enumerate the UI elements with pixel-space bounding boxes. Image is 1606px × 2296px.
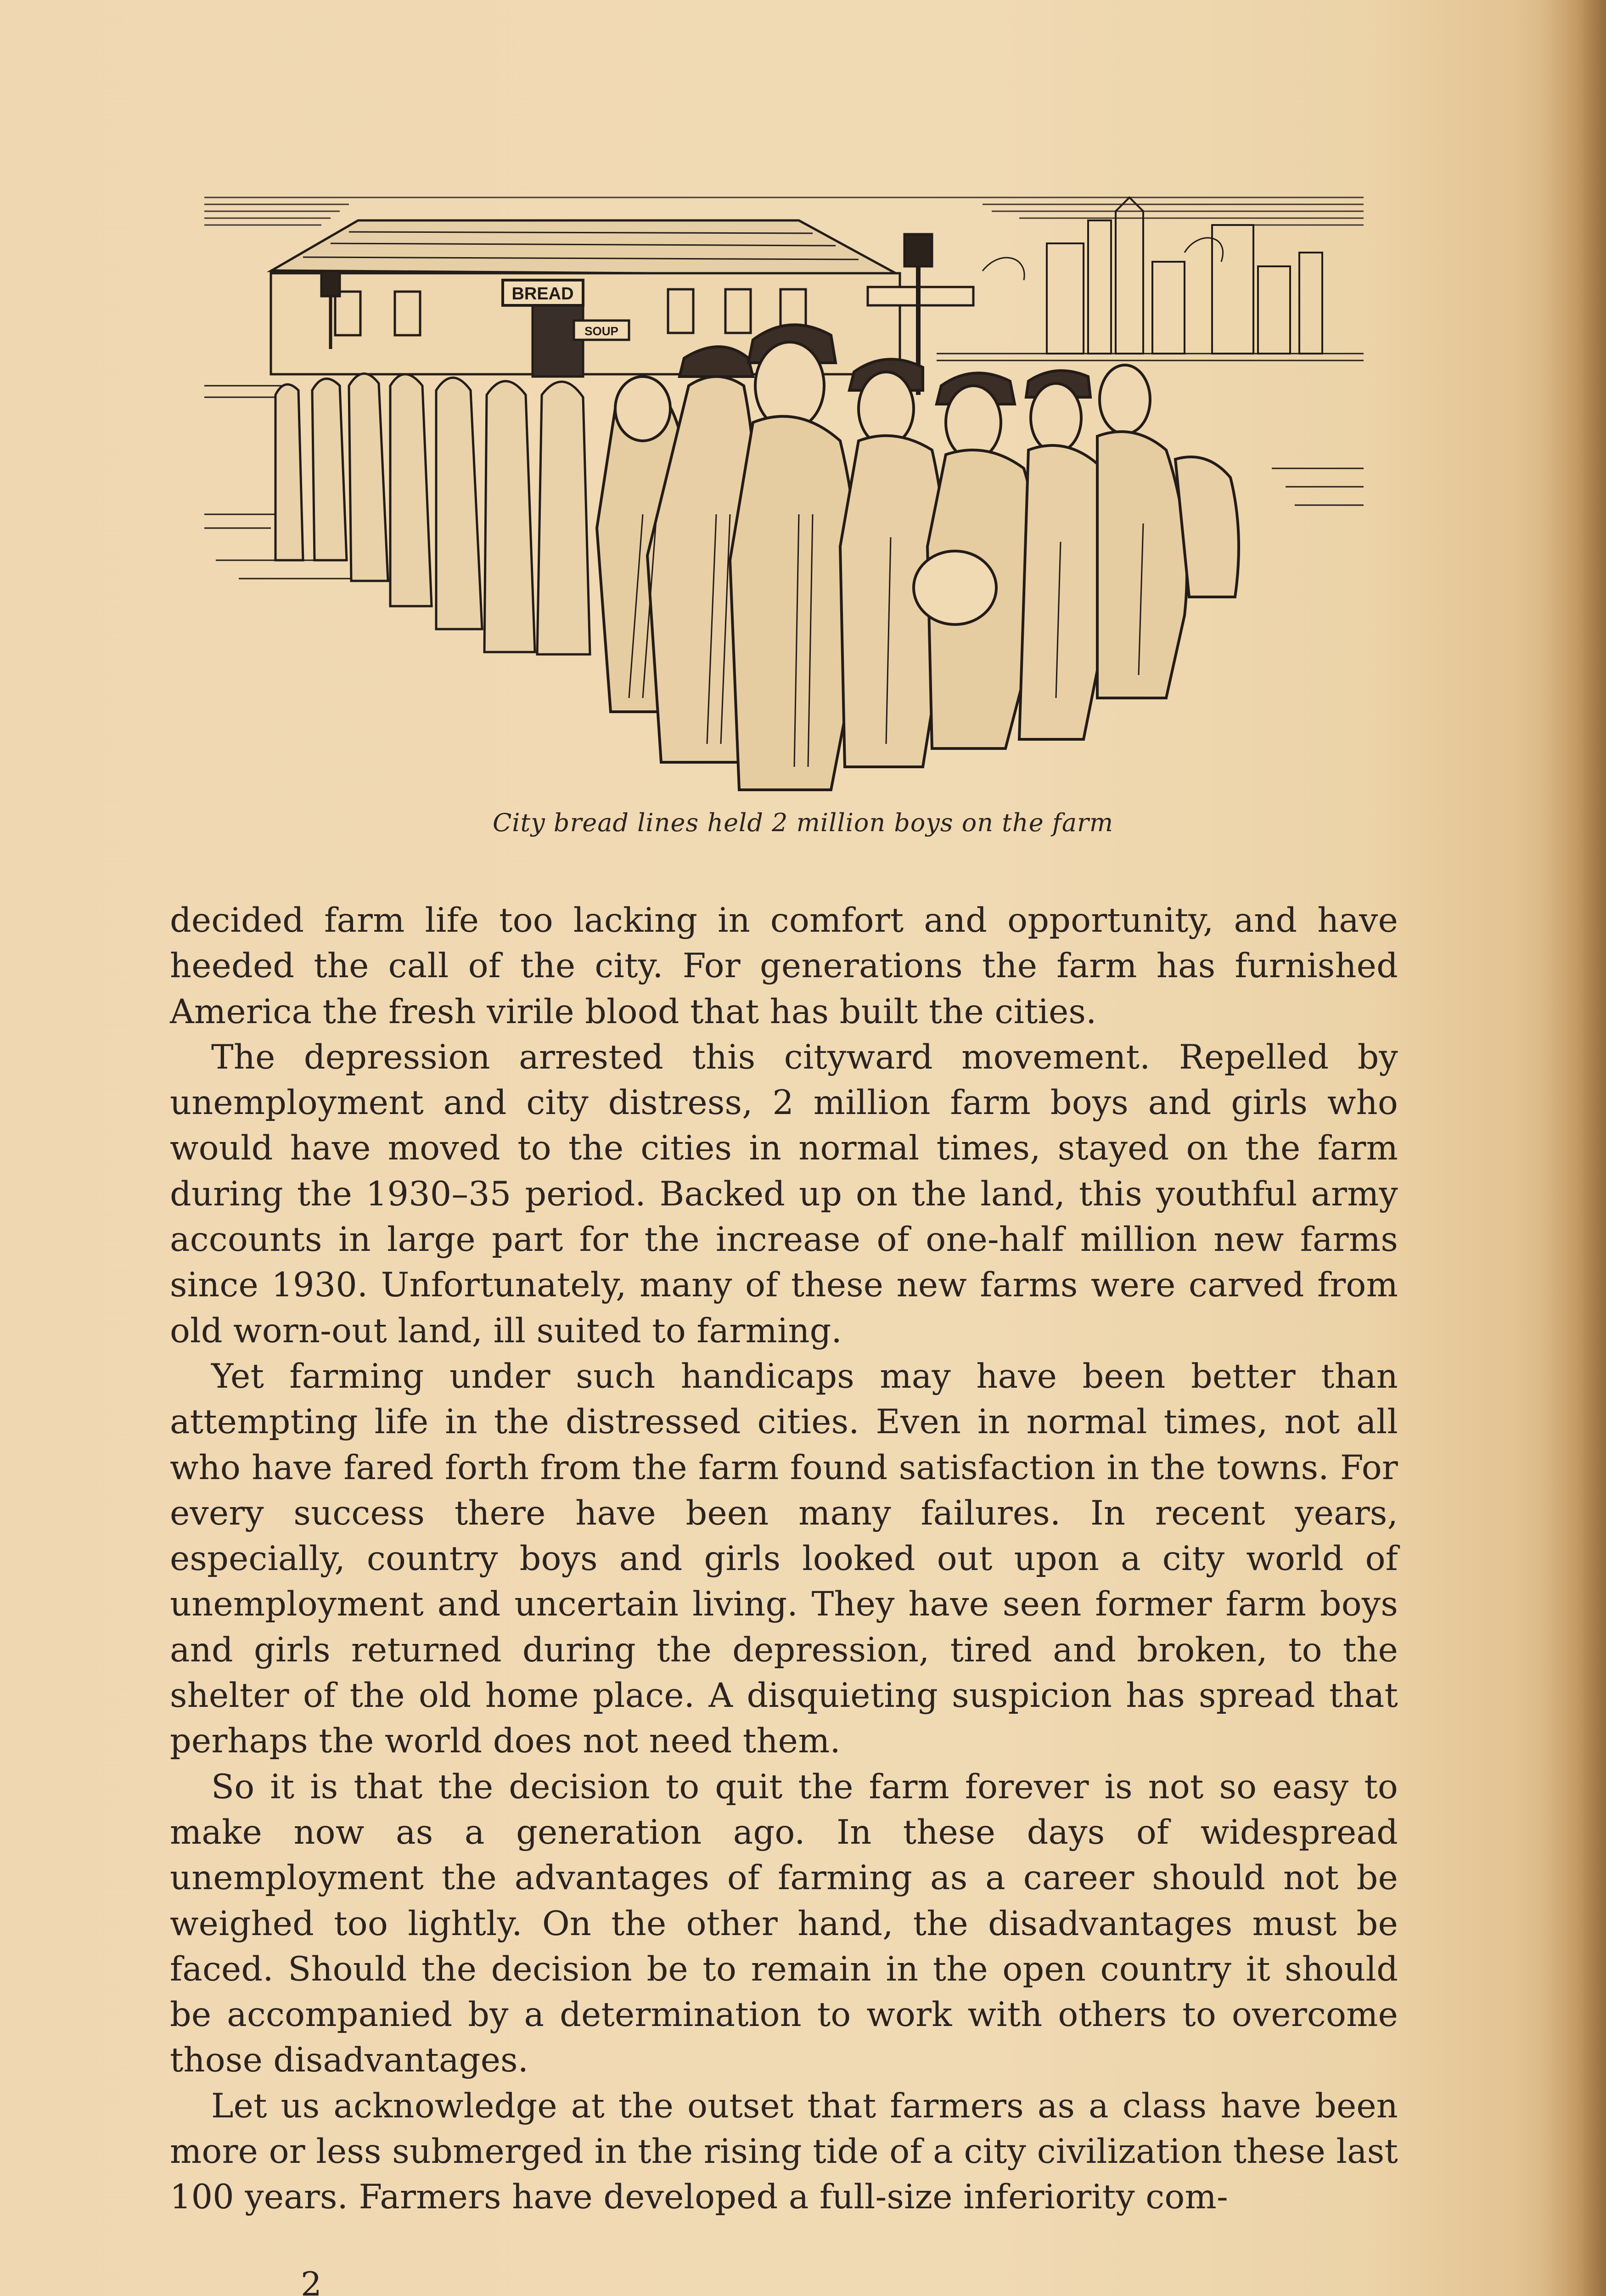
bread-sign-text: BREAD	[511, 284, 574, 304]
bread-line-drawing	[202, 193, 1368, 804]
paragraph: Yet farming under such handicaps may have been better than attempting life in the distressed cities. Even in normal times, not all who have fared forth from the farm found satisfaction in the towns. For every success there have been many failures. In recent years, especially, country boys and girls looked out upon a city world of unemployment and uncertain living. They have seen former farm boys and girls returned during the depression, tired and broken, to the shelter of the old home place. A disquieting suspicion has spread that perhaps the world does not need them.	[170, 1356, 1398, 1761]
paragraph: The depression arrested this cityward movement. Repelled by unemployment and city distress, 2 million farm boys and girls who would have moved to the cities in normal times, stayed on the farm during the 1930–35 period. Backed up on the land, this youthful army accounts in large part for the increase of one-half million new farms since 1930. Unfortunately, many of these new farms were carved from old worn-out land, ill suited to farming.	[170, 1037, 1398, 1351]
paragraph: Let us acknowledge at the outset that farmers as a class have been more or less submerged in the rising tide of a city civilization these last 100 years. Farmers have developed a full-size inferiority com-	[170, 2086, 1398, 2217]
bread-line-illustration	[202, 193, 1368, 804]
paragraph-continued: decided farm life too lacking in comfort and opportunity, and have heeded the call of the city. For generations the farm has furnished America the fresh virile blood that has built the cities.	[170, 901, 1398, 1031]
soup-sign-text: SOUP	[584, 324, 618, 338]
soup-kitchen-building	[271, 220, 973, 377]
body-text	[170, 898, 1398, 2220]
illustration-caption: City bread lines held 2 million boys on the farm	[492, 808, 1114, 837]
queue-crowd	[275, 374, 590, 654]
spine-shadow	[1542, 0, 1606, 2296]
paragraph: So it is that the decision to quit the farm forever is not so easy to make now as a generation ago. In these days of widespread unemployment the advantages of farming as a career should not be weighed too lightly. On the other hand, the disadvantages must be faced. Should the decision be to remain in the open country it should be accompanied by a determination to work with others to overcome those disadvantages.	[170, 1767, 1398, 2080]
city-skyline	[937, 197, 1364, 360]
page-number: 2	[301, 2265, 322, 2296]
